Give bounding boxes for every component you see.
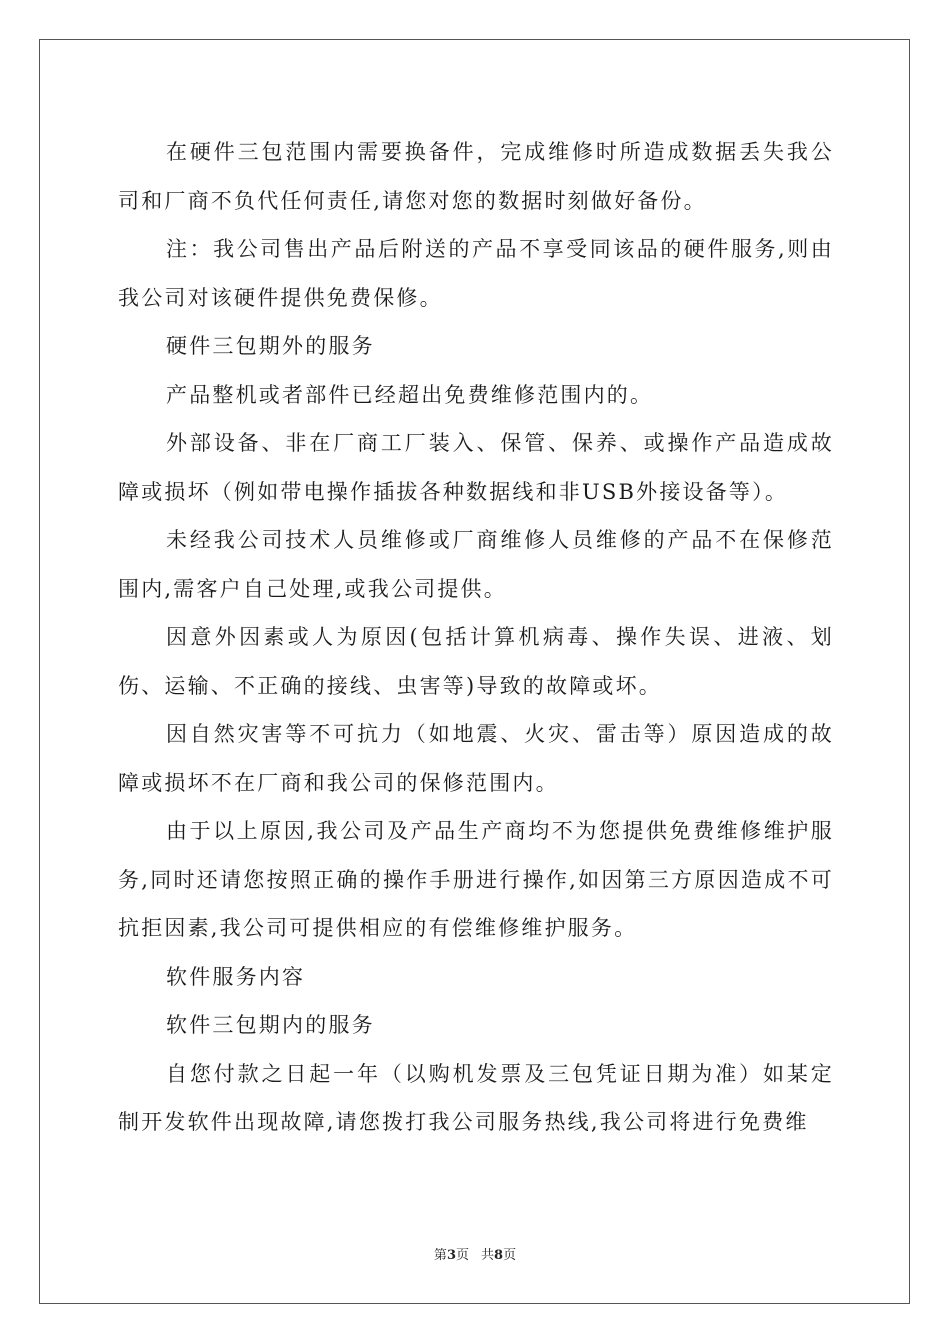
paragraph: 产品整机或者部件已经超出免费维修范围内的。 [166, 382, 654, 407]
page-suffix: 页 [455, 1248, 469, 1263]
total-suffix: 页 [503, 1248, 517, 1263]
paragraph: 注：我公司售出产品后附送的产品不享受同该品的硬件服务,则由我公司对该硬件提供免费保修。 [118, 237, 834, 310]
page-current: 3 [446, 1248, 456, 1263]
section-heading: 软件服务内容 [166, 964, 306, 989]
paragraph: 外部设备、非在厂商工厂装入、保管、保养、或操作产品造成故障或损坏（例如带电操作插拔各种数据线和非USB外接设备等）。 [118, 431, 834, 504]
total-prefix: 共 [481, 1248, 495, 1263]
page-footer [0, 1244, 950, 1263]
section-heading: 软件三包期内的服务 [166, 1013, 375, 1037]
page-prefix: 第 [433, 1248, 447, 1263]
page-total: 8 [494, 1248, 504, 1263]
paragraph: 因意外因素或人为原因(包括计算机病毒、操作失误、进液、划伤、运输、不正确的接线、虫害等)导致的故障或坏。 [118, 625, 834, 698]
paragraph: 因自然灾害等不可抗力（如地震、火灾、雷击等）原因造成的故障或损坏不在厂商和我公司的保修范围内。 [118, 722, 834, 795]
section-heading: 硬件三包期外的服务 [166, 334, 375, 358]
paragraph: 在硬件三包范围内需要换备件，完成维修时所造成数据丢失我公司和厂商不负代任何责任,请您对您的数据时刻做好备份。 [118, 140, 834, 213]
paragraph: 未经我公司技术人员维修或厂商维修人员维修的产品不在保修范围内,需客户自己处理,或我公司提供。 [118, 528, 834, 601]
paragraph: 由于以上原因,我公司及产品生产商均不为您提供免费维修维护服务,同时还请您按照正确的操作手册进行操作,如因第三方原因造成不可抗拒因素,我公司可提供相应的有偿维修维护服务。 [118, 819, 834, 940]
paragraph: 自您付款之日起一年（以购机发票及三包凭证日期为准）如某定制开发软件出现故障,请您拨打我公司服务热线,我公司将进行免费维 [118, 1061, 834, 1134]
document-body [118, 128, 834, 1147]
